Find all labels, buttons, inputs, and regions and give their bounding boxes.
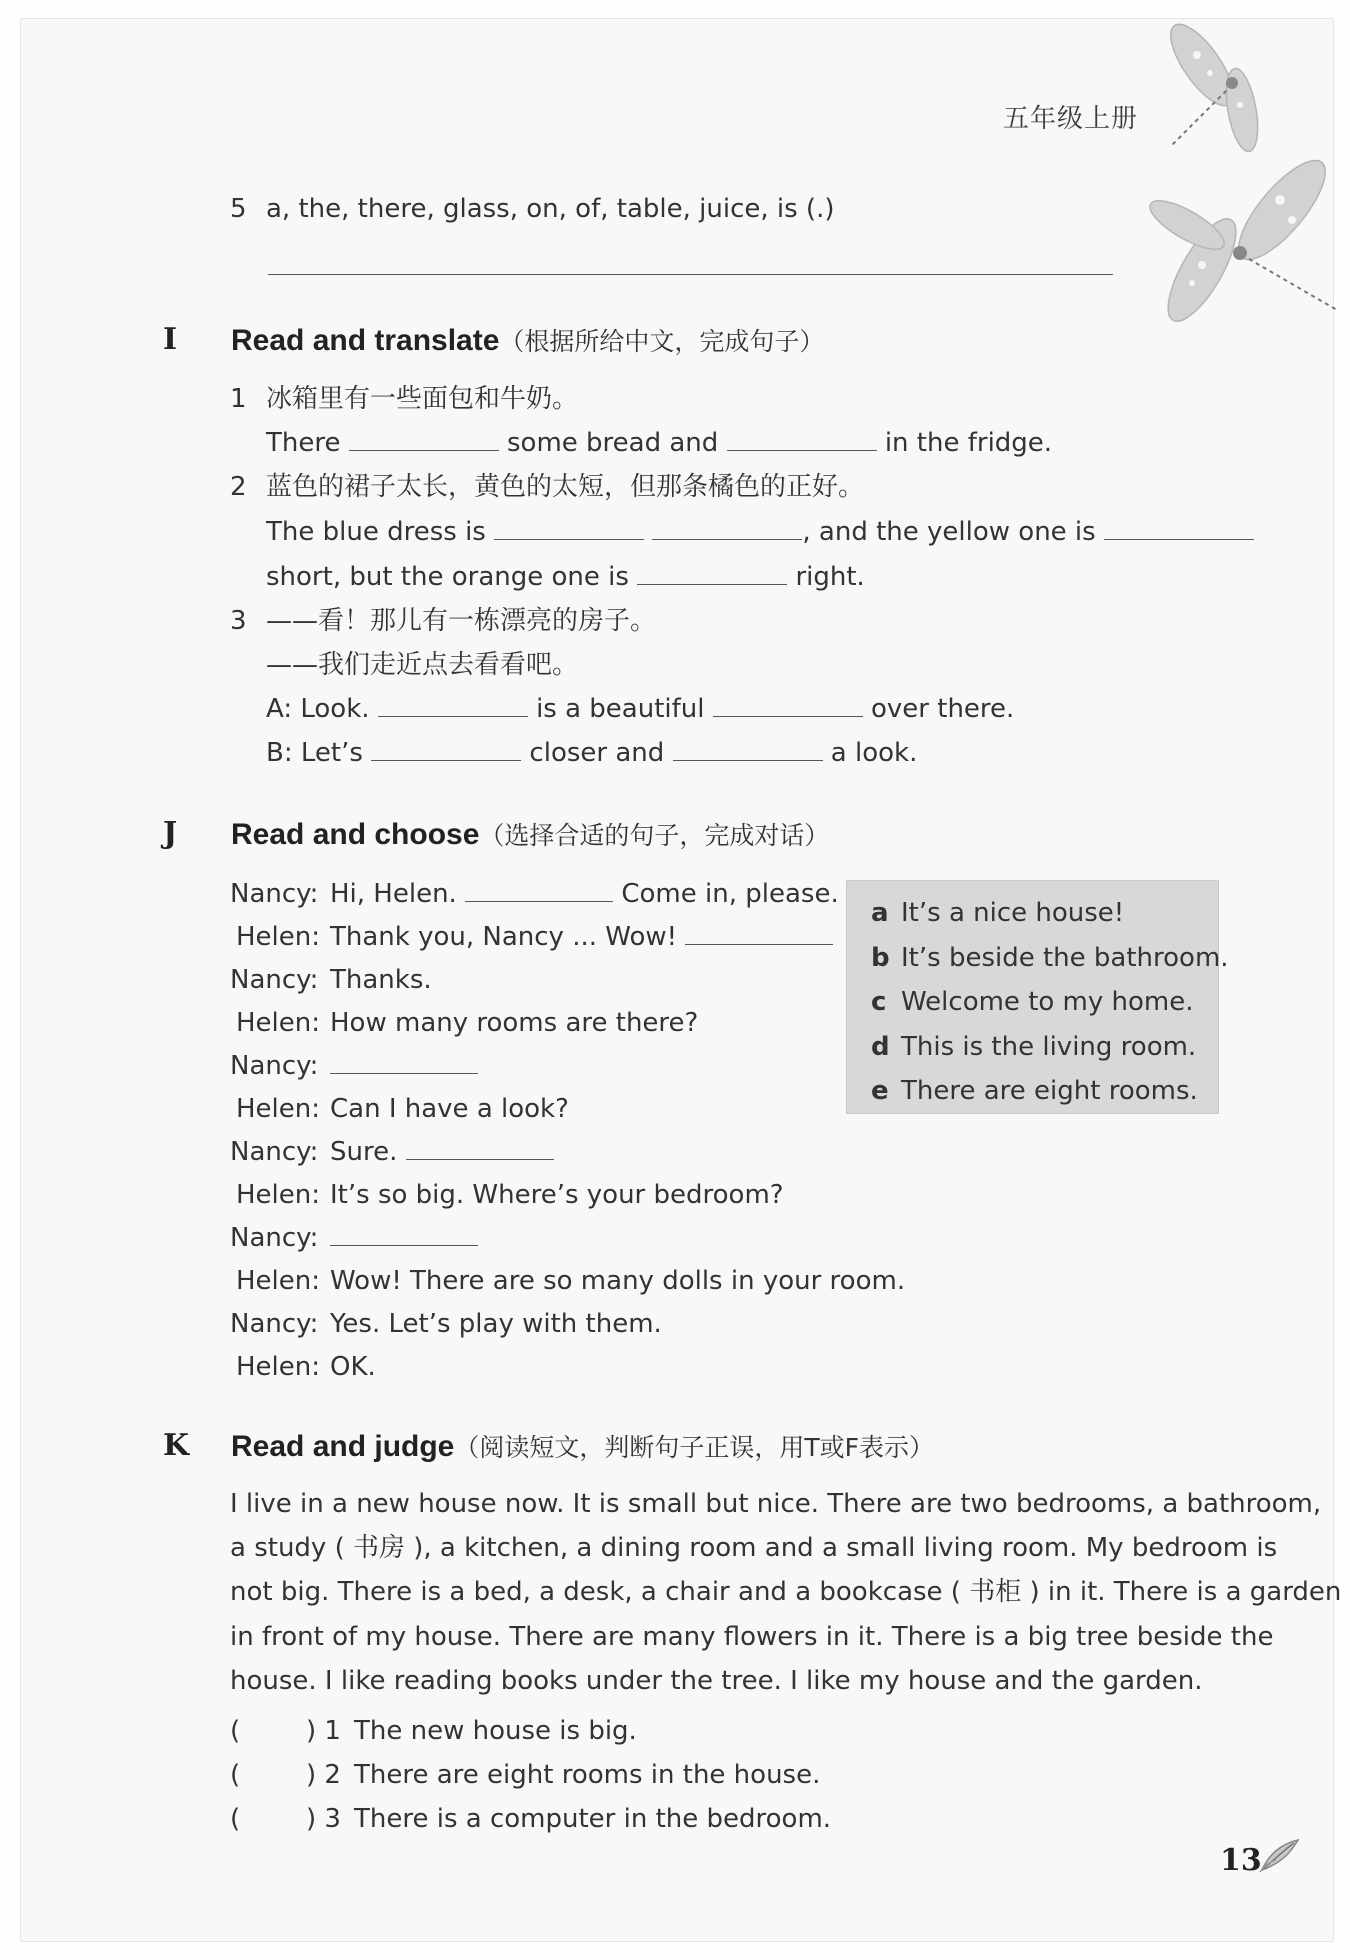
- option-key: a: [871, 898, 889, 928]
- option-key: d: [871, 1031, 890, 1062]
- dialogue-line: [230, 1092, 569, 1126]
- option-text: Welcome to my home.: [901, 987, 1194, 1017]
- dialogue-text: Thanks.: [330, 965, 432, 995]
- section-title: [231, 322, 824, 358]
- statement-text: There are eight rooms in the house.: [354, 1760, 821, 1790]
- text-segment: There: [266, 428, 341, 458]
- speaker: Nancy:: [230, 1137, 319, 1167]
- text-segment: is a beautiful: [536, 694, 705, 724]
- speaker: Helen:: [236, 1008, 321, 1038]
- translation-line: [266, 736, 917, 770]
- section-letter: J: [163, 816, 178, 851]
- translation-line: [266, 426, 1052, 460]
- passage-line: not big. There is a bed, a desk, a chair and a bookcase ( 书柜 ) in it. There is a garden: [230, 1577, 1342, 1608]
- fill-blank[interactable]: [349, 428, 499, 451]
- dialogue-text: Yes. Let’s play with them.: [330, 1309, 662, 1339]
- dragonfly-decoration: [1132, 15, 1342, 355]
- question-number: 2: [230, 472, 247, 502]
- dialogue-text: Thank you, Nancy ... Wow!: [330, 922, 678, 952]
- text-segment: right.: [795, 562, 865, 592]
- text-segment: A: Look.: [266, 694, 370, 724]
- speaker: Helen:: [236, 1180, 321, 1210]
- question-words: a, the, there, glass, on, of, table, juice, is (.): [266, 194, 835, 224]
- fill-blank[interactable]: [637, 562, 787, 585]
- dialogue-line: [230, 920, 833, 954]
- fill-blank[interactable]: [378, 694, 528, 717]
- fill-blank[interactable]: [494, 517, 644, 540]
- answer-paren[interactable]: (: [230, 1716, 241, 1746]
- fill-blank[interactable]: [330, 1051, 478, 1074]
- option-key: e: [871, 1076, 889, 1106]
- chinese-sentence: [230, 382, 578, 416]
- dialogue-line: [230, 1049, 478, 1083]
- text-segment: closer and: [529, 738, 665, 768]
- dialogue-line: [230, 877, 839, 911]
- passage-line: a study ( 书房 ), a kitchen, a dining room and a small living room. My bedroom is: [230, 1533, 1278, 1564]
- section-letter: K: [163, 1428, 190, 1463]
- answer-paren[interactable]: (: [230, 1804, 241, 1834]
- translation-line: [266, 692, 1014, 726]
- section-title: [231, 816, 829, 852]
- section-title-cn: （根据所给中文，完成句子）: [499, 327, 825, 356]
- option-key: b: [871, 942, 890, 973]
- dialogue-text: Wow! There are so many dolls in your room.: [330, 1266, 906, 1296]
- statement-text: The new house is big.: [354, 1716, 637, 1746]
- speaker: Nancy:: [230, 1051, 319, 1081]
- speaker: Nancy:: [230, 1309, 319, 1339]
- section-letter: I: [163, 322, 178, 357]
- statement-number: ) 2: [306, 1760, 341, 1790]
- question-5: [230, 192, 834, 226]
- passage-line: I live in a new house now. It is small but nice. There are two bedrooms, a bathroom,: [230, 1489, 1322, 1519]
- option-key: c: [871, 987, 887, 1017]
- text-segment: a look.: [830, 738, 918, 768]
- grade-label: 五年级上册: [1003, 104, 1139, 134]
- dialogue-line: [230, 963, 432, 997]
- answer-paren[interactable]: (: [230, 1760, 241, 1790]
- dialogue-text: Hi, Helen.: [330, 879, 457, 909]
- section-title-en: Read and judge: [231, 1430, 455, 1463]
- speaker: Nancy:: [230, 879, 319, 909]
- dialogue-text: Sure.: [330, 1137, 398, 1167]
- dialogue-text: Can I have a look?: [330, 1094, 569, 1124]
- section-title-en: Read and translate: [231, 324, 500, 357]
- chinese-sentence: [230, 604, 656, 638]
- option-text: There are eight rooms.: [901, 1076, 1198, 1106]
- passage-line: in front of my house. There are many flowers in it. There is a big tree beside the: [230, 1621, 1274, 1652]
- passage-line: house. I like reading books under the tree. I like my house and the garden.: [230, 1665, 1203, 1696]
- dialogue-line: [230, 1006, 698, 1040]
- chinese-text: 蓝色的裙子太长，黄色的太短，但那条橘色的正好。: [266, 472, 865, 502]
- chinese-text: ——看！那儿有一栋漂亮的房子。: [266, 606, 657, 636]
- dialogue-line: [230, 1135, 554, 1169]
- option-text: This is the living room.: [901, 1031, 1197, 1062]
- fill-blank[interactable]: [652, 517, 802, 540]
- section-title-cn: （阅读短文，判断句子正误，用T或F表示）: [454, 1433, 935, 1462]
- speaker: Nancy:: [230, 965, 319, 995]
- leaf-icon: [1258, 1836, 1302, 1874]
- option-c: [871, 980, 1218, 1025]
- speaker: Helen:: [236, 922, 321, 952]
- chinese-text: 冰箱里有一些面包和牛奶。: [266, 384, 579, 414]
- fill-blank[interactable]: [727, 428, 877, 451]
- option-text: It’s beside the bathroom.: [901, 942, 1229, 973]
- answer-line[interactable]: [268, 274, 1113, 275]
- speaker: Helen:: [236, 1352, 321, 1382]
- fill-blank[interactable]: [406, 1137, 554, 1160]
- judge-statement[interactable]: [230, 1804, 831, 1834]
- option-b: [871, 936, 1229, 981]
- section-title-cn: （选择合适的句子，完成对话）: [479, 821, 830, 850]
- dialogue-text: OK.: [330, 1352, 376, 1382]
- fill-blank[interactable]: [673, 738, 823, 761]
- speaker: Helen:: [236, 1266, 321, 1296]
- question-number: 1: [230, 384, 247, 414]
- statement-number: ) 3: [306, 1804, 341, 1834]
- text-segment: short, but the orange one is: [266, 562, 629, 592]
- statement-number: ) 1: [306, 1716, 341, 1746]
- option-a: [871, 891, 1218, 936]
- section-title-en: Read and choose: [231, 818, 480, 851]
- fill-blank[interactable]: [330, 1223, 478, 1246]
- dialogue-line: [230, 1178, 784, 1212]
- reading-passage: [230, 1482, 1342, 1703]
- translation-line: [266, 560, 865, 594]
- dialogue-text: How many rooms are there?: [330, 1008, 699, 1038]
- options-box: [846, 880, 1229, 1114]
- question-number: 5: [230, 194, 247, 224]
- text-segment: over there.: [871, 694, 1015, 724]
- fill-blank[interactable]: [465, 879, 613, 902]
- text-segment: B: Let’s: [266, 738, 363, 768]
- text-segment: some bread and: [507, 428, 719, 458]
- judge-statement[interactable]: [230, 1716, 637, 1746]
- dialogue-text: It’s so big. Where’s your bedroom?: [330, 1180, 784, 1210]
- translation-line: [266, 515, 1254, 549]
- fill-blank[interactable]: [1104, 517, 1254, 540]
- speaker: Helen:: [236, 1094, 321, 1124]
- fill-blank[interactable]: [685, 922, 833, 945]
- statement-text: There is a computer in the bedroom.: [354, 1804, 832, 1834]
- section-title: [231, 1428, 934, 1464]
- fill-blank[interactable]: [713, 694, 863, 717]
- chinese-sentence: [230, 470, 864, 504]
- speaker: Nancy:: [230, 1223, 319, 1253]
- dialogue-line: [230, 1221, 478, 1255]
- option-d: [871, 1025, 1218, 1070]
- question-number: 3: [230, 606, 247, 636]
- chinese-sentence: ——我们走近点去看看吧。: [266, 650, 579, 680]
- option-text: It’s a nice house!: [901, 898, 1125, 928]
- page-number: 13: [1220, 1843, 1262, 1878]
- dialogue-line: [230, 1264, 905, 1298]
- dialogue-line: [230, 1350, 376, 1384]
- fill-blank[interactable]: [371, 738, 521, 761]
- option-e: [871, 1069, 1218, 1114]
- judge-statement[interactable]: [230, 1760, 820, 1790]
- dialogue-text: Come in, please.: [621, 879, 839, 909]
- text-segment: The blue dress is: [266, 517, 486, 547]
- text-segment: , and the yellow one is: [802, 517, 1096, 547]
- text-segment: in the fridge.: [884, 428, 1053, 458]
- dialogue-line: [230, 1307, 662, 1341]
